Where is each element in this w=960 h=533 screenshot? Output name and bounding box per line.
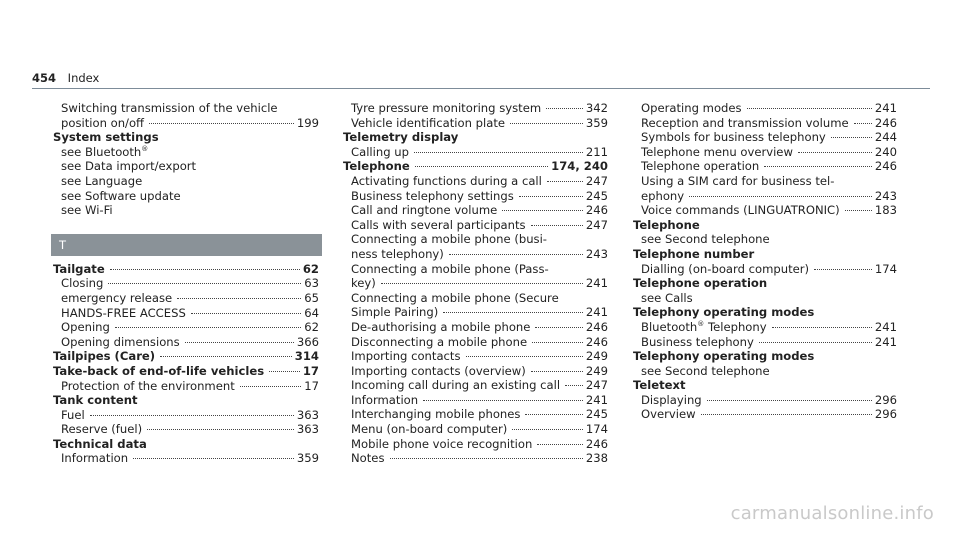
page-reference: 247 — [585, 173, 608, 188]
dot-leader — [414, 152, 583, 153]
entry-label: Telephony operating modes — [633, 305, 815, 320]
dot-leader — [537, 444, 583, 445]
index-entry — [343, 422, 608, 437]
entry-label: Switching transmission of the vehicle — [61, 101, 278, 115]
page-reference: 247 — [585, 217, 608, 232]
index-entry — [633, 145, 897, 160]
dot-leader — [531, 225, 583, 226]
entry-label: Information — [61, 451, 129, 466]
entry-label: Business telephony — [641, 334, 754, 349]
page-reference: 240 — [874, 144, 897, 159]
index-heading — [633, 378, 897, 393]
dot-leader — [512, 429, 583, 430]
entry-label: Tailgate — [53, 261, 105, 276]
entry-label: De-authorising a mobile phone — [351, 319, 531, 334]
dot-leader — [532, 342, 583, 343]
dot-leader — [133, 458, 294, 459]
index-entry — [53, 159, 319, 174]
index-column-3 — [633, 101, 897, 422]
index-entry — [53, 174, 319, 189]
index-entry — [53, 320, 319, 335]
entry-label: Connecting a mobile phone (Pass- — [351, 261, 549, 276]
entry-label: see Software update — [61, 188, 181, 203]
dot-leader — [443, 312, 583, 313]
index-entry — [53, 116, 319, 131]
dot-leader — [423, 400, 583, 401]
dot-leader — [502, 210, 583, 211]
index-entry — [53, 189, 319, 204]
page-reference: 246 — [874, 159, 897, 174]
entry-label: see Second telephone — [641, 363, 770, 378]
dot-leader — [191, 313, 301, 314]
index-entry — [633, 232, 897, 247]
page-reference: 174 — [585, 422, 608, 437]
page-number: 454 — [32, 71, 57, 85]
entry-label: Telemetry display — [343, 130, 459, 145]
entry-label: Displaying — [641, 392, 702, 407]
dot-leader — [546, 108, 583, 109]
page-reference: 363 — [296, 422, 319, 437]
dot-leader — [449, 254, 583, 255]
index-entry — [343, 378, 608, 393]
entry-label: Reserve (fuel) — [61, 422, 143, 437]
index-entry — [343, 116, 608, 131]
page-reference: 211 — [585, 144, 608, 159]
entry-label: emergency release — [61, 290, 173, 305]
index-group-col3 — [633, 101, 897, 422]
index-entry — [633, 174, 897, 189]
page-reference: 65 — [304, 290, 319, 305]
index-entry — [343, 276, 608, 291]
entry-label: Telephone operation — [633, 276, 768, 291]
entry-label: Bluetooth® Telephony — [641, 319, 767, 334]
page-reference: 246 — [585, 334, 608, 349]
dot-leader — [240, 386, 301, 387]
page-reference: 199 — [296, 115, 319, 130]
entry-label: Opening dimensions — [61, 334, 180, 349]
dot-leader — [759, 342, 872, 343]
index-entry — [53, 335, 319, 350]
entry-label: see Data import/export — [61, 159, 197, 174]
dot-leader — [177, 298, 301, 299]
entry-label: Tank content — [53, 393, 138, 408]
page-reference: 314 — [294, 349, 319, 364]
page-reference: 342 — [585, 101, 608, 115]
page-reference: 183 — [874, 203, 897, 218]
entry-label: ephony — [641, 188, 685, 203]
index-entry — [633, 262, 897, 277]
index-entry — [343, 291, 608, 306]
page-reference: 241 — [874, 101, 897, 115]
page-reference: 62 — [304, 320, 319, 335]
entry-label: position on/off — [61, 115, 145, 130]
index-entry — [53, 203, 319, 218]
index-entry — [53, 145, 319, 160]
index-entry — [343, 247, 608, 262]
page-reference: 174, 240 — [551, 159, 608, 174]
page-reference: 296 — [874, 392, 897, 407]
page-reference: 366 — [296, 334, 319, 349]
entry-label: Tyre pressure monitoring system — [351, 101, 542, 115]
dot-leader — [814, 269, 872, 270]
index-entry — [633, 364, 897, 379]
entry-label: Teletext — [633, 378, 686, 393]
page-reference: 63 — [304, 276, 319, 291]
index-column-1 — [53, 101, 319, 466]
entry-label: Protection of the environment — [61, 378, 235, 393]
index-heading — [53, 349, 319, 364]
index-entry — [343, 189, 608, 204]
page-reference: 17 — [302, 363, 319, 378]
index-heading — [53, 262, 319, 277]
page-reference: 241 — [585, 305, 608, 320]
entry-label: Take-back of end-of-life vehicles — [53, 363, 265, 378]
index-entry — [343, 262, 608, 277]
dot-leader — [115, 327, 301, 328]
dot-leader — [185, 342, 294, 343]
dot-leader — [510, 123, 583, 124]
dot-leader — [547, 181, 583, 182]
dot-leader — [160, 356, 292, 357]
page-reference: 241 — [874, 319, 897, 334]
entry-label: Overview — [641, 407, 696, 422]
entry-label: HANDS-FREE ACCESS — [61, 305, 186, 320]
index-heading — [633, 247, 897, 262]
index-entry — [343, 320, 608, 335]
page-reference: 62 — [302, 261, 319, 276]
page-reference: 243 — [874, 188, 897, 203]
dot-leader — [269, 371, 300, 372]
index-entry — [53, 101, 319, 116]
page-reference: 249 — [585, 349, 608, 364]
index-heading — [633, 218, 897, 233]
index-heading — [633, 349, 897, 364]
index-entry — [343, 364, 608, 379]
entry-label: Connecting a mobile phone (Secure — [351, 290, 559, 305]
dot-leader — [845, 210, 872, 211]
entry-label: Telephone — [343, 159, 410, 174]
entry-label: see Second telephone — [641, 232, 770, 247]
entry-label: Telephone number — [633, 246, 755, 261]
page-reference: 238 — [585, 451, 608, 466]
dot-leader — [707, 400, 872, 401]
index-group-col2 — [343, 101, 608, 466]
dot-leader — [149, 123, 294, 124]
entry-label: Using a SIM card for business tel- — [641, 173, 835, 188]
index-entry — [53, 451, 319, 466]
page-title: Index — [67, 71, 100, 85]
entry-label: Telephone operation — [641, 159, 760, 174]
page-reference: 244 — [874, 130, 897, 145]
page-reference: 246 — [585, 203, 608, 218]
entry-label: Importing contacts (overview) — [351, 363, 526, 378]
page-reference: 247 — [585, 378, 608, 393]
index-heading — [53, 364, 319, 379]
index-heading — [343, 130, 608, 145]
page-reference: 363 — [296, 407, 319, 422]
index-entry — [343, 335, 608, 350]
entry-label: Mobile phone voice recognition — [351, 436, 533, 451]
dot-leader — [531, 371, 583, 372]
entry-label: Telephone menu overview — [641, 144, 793, 159]
entry-label: Vehicle identification plate — [351, 115, 506, 130]
entry-label: Symbols for business telephony — [641, 130, 826, 145]
index-heading — [53, 130, 319, 145]
index-entry — [343, 349, 608, 364]
page-reference: 241 — [585, 392, 608, 407]
index-heading — [633, 276, 897, 291]
entry-label: Simple Pairing) — [351, 305, 439, 320]
index-group-s — [53, 101, 319, 218]
entry-label: Call and ringtone volume — [351, 203, 498, 218]
index-entry — [343, 393, 608, 408]
index-entry — [633, 393, 897, 408]
dot-leader — [701, 414, 872, 415]
entry-label: Business telephony settings — [351, 188, 514, 203]
page-reference: 241 — [874, 334, 897, 349]
index-entry — [633, 203, 897, 218]
entry-label: Interchanging mobile phones — [351, 407, 521, 422]
entry-label: Incoming call during an existing call — [351, 378, 561, 393]
page-reference: 17 — [304, 378, 319, 393]
index-entry — [53, 276, 319, 291]
entry-label: Opening — [61, 320, 110, 335]
index-entry — [53, 291, 319, 306]
page-reference: 64 — [304, 305, 319, 320]
page-reference: 241 — [585, 276, 608, 291]
entry-label: Reception and transmission volume — [641, 115, 849, 130]
index-entry — [343, 174, 608, 189]
index-entry — [633, 130, 897, 145]
watermark: carmanualsonline.info — [730, 503, 934, 524]
dot-leader — [525, 414, 582, 415]
entry-label: System settings — [53, 130, 159, 145]
index-entry — [343, 437, 608, 452]
page-reference: 359 — [585, 115, 608, 130]
dot-leader — [108, 283, 301, 284]
section-letter-bar: T — [51, 234, 322, 256]
dot-leader — [772, 327, 872, 328]
entry-label: Calling up — [351, 144, 409, 159]
entry-label: Importing contacts — [351, 349, 461, 364]
index-entry — [633, 335, 897, 350]
entry-label: Menu (on-board computer) — [351, 422, 508, 437]
entry-label: Technical data — [53, 436, 147, 451]
dot-leader — [519, 196, 583, 197]
dot-leader — [390, 458, 583, 459]
index-entry — [343, 305, 608, 320]
entry-label: see Bluetooth® — [61, 144, 149, 159]
entry-label: Activating functions during a call — [351, 173, 542, 188]
entry-label: Telephony operating modes — [633, 349, 815, 364]
dot-leader — [110, 269, 300, 270]
entry-label: see Calls — [641, 290, 693, 305]
entry-label: Fuel — [61, 407, 85, 422]
page-header — [32, 71, 99, 85]
entry-label: Dialling (on-board computer) — [641, 261, 810, 276]
page-reference: 246 — [874, 115, 897, 130]
index-entry — [633, 189, 897, 204]
page-reference: 174 — [874, 261, 897, 276]
dot-leader — [90, 415, 294, 416]
page-reference: 246 — [585, 319, 608, 334]
index-entry — [53, 379, 319, 394]
index-heading — [343, 159, 608, 174]
page-reference: 246 — [585, 436, 608, 451]
dot-leader — [747, 108, 872, 109]
index-heading — [53, 437, 319, 452]
page-reference: 249 — [585, 363, 608, 378]
entry-label: Telephone — [633, 217, 700, 232]
index-entry — [343, 145, 608, 160]
entry-label: see Language — [61, 173, 143, 188]
header-rule — [32, 88, 930, 89]
page-reference: 243 — [585, 246, 608, 261]
dot-leader — [565, 385, 583, 386]
index-entry — [343, 218, 608, 233]
index-entry — [633, 291, 897, 306]
index-entry — [343, 203, 608, 218]
page-reference: 296 — [874, 407, 897, 422]
index-group-t — [53, 262, 319, 466]
entry-label: Information — [351, 392, 419, 407]
index-heading — [633, 305, 897, 320]
index-entry — [343, 407, 608, 422]
entry-label: key) — [351, 276, 376, 291]
dot-leader — [535, 327, 582, 328]
index-entry — [633, 159, 897, 174]
dot-leader — [415, 166, 548, 167]
entry-label: Notes — [351, 451, 385, 466]
dot-leader — [381, 283, 583, 284]
entry-label: Calls with several participants — [351, 217, 526, 232]
dot-leader — [831, 137, 872, 138]
index-entry — [343, 451, 608, 466]
index-entry — [53, 306, 319, 321]
dot-leader — [147, 429, 294, 430]
index-column-2 — [343, 101, 608, 466]
index-entry — [633, 407, 897, 422]
entry-label: Closing — [61, 276, 104, 291]
page-reference: 245 — [585, 407, 608, 422]
index-entry — [633, 320, 897, 335]
entry-label: ness telephony) — [351, 246, 444, 261]
entry-label: Connecting a mobile phone (busi- — [351, 232, 547, 247]
entry-label: Operating modes — [641, 101, 742, 115]
index-entry — [343, 101, 608, 116]
entry-label: Voice commands (LINGUATRONIC) — [641, 203, 840, 218]
index-heading — [53, 393, 319, 408]
dot-leader — [689, 196, 872, 197]
dot-leader — [798, 152, 872, 153]
index-entry — [53, 422, 319, 437]
page-reference: 359 — [296, 451, 319, 466]
entry-label: Disconnecting a mobile phone — [351, 334, 528, 349]
page-reference: 245 — [585, 188, 608, 203]
entry-label: Tailpipes (Care) — [53, 349, 156, 364]
dot-leader — [466, 356, 583, 357]
dot-leader — [854, 123, 872, 124]
index-entry — [343, 232, 608, 247]
entry-label: see Wi-Fi — [61, 203, 113, 218]
index-entry — [53, 408, 319, 423]
index-entry — [633, 101, 897, 116]
index-entry — [633, 116, 897, 131]
dot-leader — [764, 166, 872, 167]
